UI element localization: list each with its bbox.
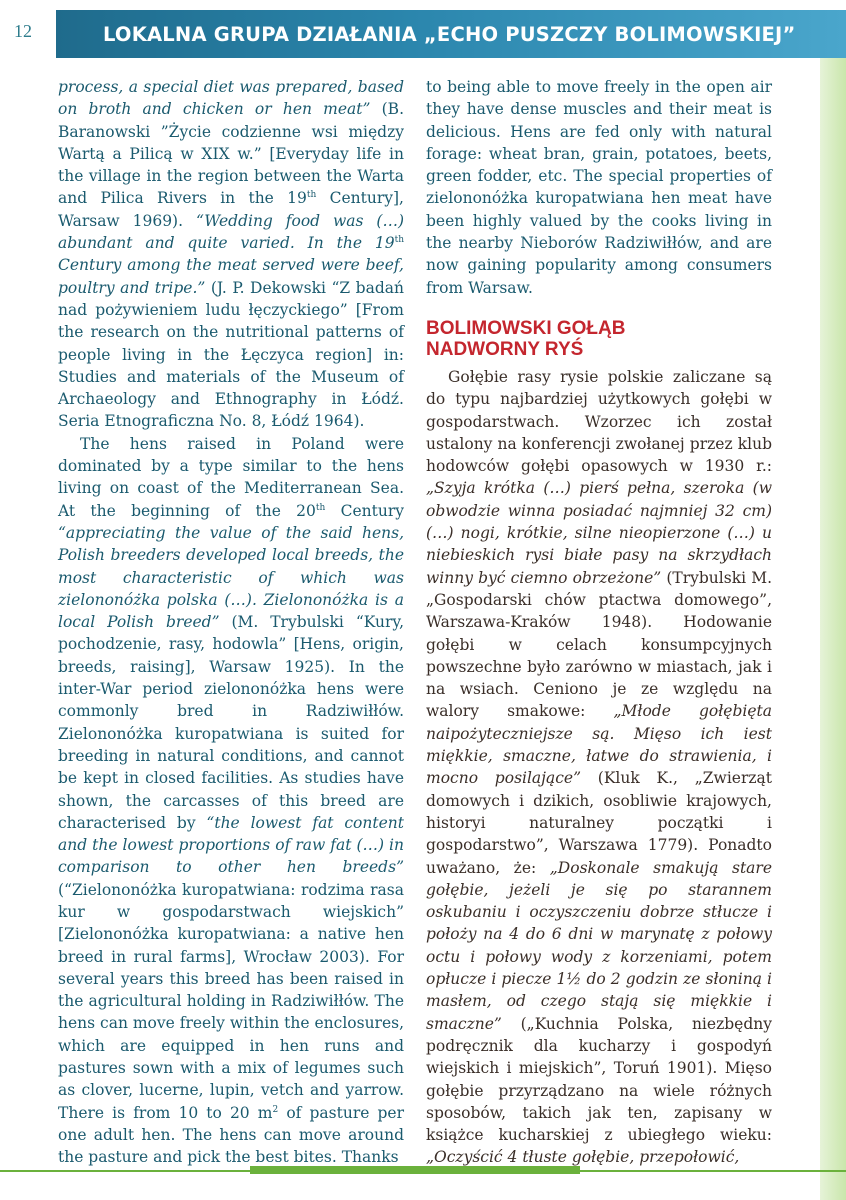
text-run: (Kluk K., „Zwierząt domowych i dzikich, osobliwie krajowych, historyi naturalney początki i gospodarstwo”, Warszawa 1779). Ponadto uważano, że: [426, 769, 772, 877]
text-run: The hens raised in Poland were dominated by a type similar to the hens living on coast of the Mediterranean Sea. At the beginning of the 20 [58, 434, 404, 520]
bottom-accent-bar [250, 1166, 580, 1174]
italic-quote: „Szyja krótka (…) pierś pełna, szeroka (w obwodzie winna posiadać najmniej 32 cm) (…) nogi, krótkie, silne nieopierzone (…) u niebieskich rysi białe pasy na skrzydłach winny być ciemno obrzeżone” [426, 479, 772, 587]
section-heading-line-1: BOLIMOWSKI GOŁĄB [426, 318, 626, 339]
text-run: (“Zielononóżka kuropatwiana: rodzima rasa kur w gospodarstwach wiejskich” [Zielononóżka kuropatwiana: a native hen breed in rural farms], Wrocław 2003). For several years this breed has been raised in the agricultural holding in Radziwiłłów. The hens can move freely within the enclosures, which are equipped in hen runs and pastures sown with a mix of legumes such as clover, lucerne, lupin, vetch and yarrow. There is from 10 to 20 m [58, 880, 405, 1122]
right-column-section [426, 318, 772, 1169]
italic-quote: process, a special diet was prepared, based on broth and chicken or hen meat” [58, 78, 404, 119]
right-paragraph-1 [426, 76, 772, 299]
text-run: (B. Baranowski ”Życie codzienne wsi między Wartą a Pilicą w XIX w.” [Everyday life in the village in the region between the Warta and Pilica Rivers in the 19 [58, 100, 405, 208]
text-run: (M. Trybulski “Kury, pochodzenie, rasy, hodowla” [Hens, origin, breeds, raising], Warsaw 1925). In the inter-War period zielononóżka hens were commonly bred in Radziwiłłów. Zielononóżka kuropatwiana is suited for breeding in natural conditions, and cannot be kept in closed facilities. As studies have shown, the carcasses of this breed are characterised by [58, 613, 404, 832]
text-run: (Trybulski M. „Gospodarski chów ptactwa domowego”, Warszawa-Kraków 1948). Hodowanie gołębi w celach konsumpcyjnych powszechne było zarówno w miastach, jak i na wsiach. Ceniono je ze względu na walory smakowe: [426, 568, 772, 721]
left-column [58, 76, 404, 1169]
italic-quote: “the lowest fat content and the lowest proportions of raw fat (…) in comparison to other hen breeds” [58, 813, 404, 877]
text-run: Century [325, 501, 404, 520]
superscript: th [315, 502, 326, 513]
superscript: th [306, 190, 317, 201]
text-run: Century], Warsaw 1969). [58, 189, 404, 230]
italic-quote: „Młode gołębięta naipożyteczniejsze są. Mięso ich iest miękkie, smaczne, łatwe do strawienia, i mocno posilające” [426, 702, 772, 788]
right-paragraph-2 [426, 366, 772, 1169]
superscript: th [394, 234, 404, 245]
italic-quote: Century among the meat served were beef, poultry and tripe.” [58, 256, 404, 297]
italic-quote: „Oczyścić 4 tłuste gołębie, przepołowić, [426, 1148, 740, 1167]
left-paragraph-2 [58, 433, 404, 1169]
section-heading-line-2: NADWORNY RYŚ [426, 339, 584, 360]
right-decorative-strip [820, 58, 846, 1200]
header-title: LOKALNA GRUPA DZIAŁANIA „ECHO PUSZCZY BOLIMOWSKIEJ” [103, 23, 796, 46]
section-heading [426, 318, 772, 360]
text-run: (J. P. Dekowski “Z badań nad pożywieniem ludu łęczyckiego” [From the research on the nutritional patterns of people living in the Łęczyca region] in: Studies and materials of the Museum of Archaeology and Ethnography in Łódź. Seria Etnograficzna No. 8, Łódź 1964). [58, 278, 404, 431]
left-paragraph-1 [58, 76, 404, 433]
right-column-top [426, 76, 772, 299]
italic-quote: “Wedding food was (…) abundant and quite varied. In the 19 [58, 211, 404, 253]
text-run: Gołębie rasy rysie polskie zaliczane są do typu najbardziej użytkowych gołębi w gospodarstwach. Wzorzec ich został ustalony na konferencji zwołanej przez klub hodowców gołębi opasowych w 1930 r.: [426, 368, 772, 476]
text-run: to being able to move freely in the open air they have dense muscles and their meat is delicious. Hens are fed only with natural forage: wheat bran, grain, potatoes, beets, green fodder, etc. The special properties of zielononóżka kuropatwiana hen meat have been highly valued by the cooks living in the nearby Nieborów Radziwiłłów, and are now gaining popularity among consumers from Warsaw. [426, 78, 772, 297]
italic-quote: „Doskonale smakują stare gołębie, jeżeli je się po starannem oskubaniu i oczyszczeniu dobrze stłucze i położy na 4 do 6 dni w marynatę z połowy octu i połowy wody z korzeniami, potem opłucze i piecze 1½ do 2 godzin ze słoniną i masłem, od czego stają się miękkie i smaczne” [426, 858, 772, 1033]
text-run: of pasture per one adult hen. The hens can move around the pasture and pick the best bites. Thanks [58, 1103, 405, 1167]
page-number: 12 [14, 21, 32, 41]
text-run: („Kuchnia Polska, niezbędny podręcznik dla kucharzy i gospodyń wiejskich i miejskich”, Toruń 1901). Mięso gołębie przyrządzano na wiele różnych sposobów, takich jak ten, zapisany w książce kucharskiej z ubiegłego wieku: [426, 1014, 772, 1145]
italic-quote: “appreciating the value of the said hens, Polish breeders developed local breeds, the most characteristic of which was zielononóżka polska (…). Zielononóżka is a local Polish breed” [58, 523, 404, 632]
superscript: 2 [272, 1104, 279, 1115]
